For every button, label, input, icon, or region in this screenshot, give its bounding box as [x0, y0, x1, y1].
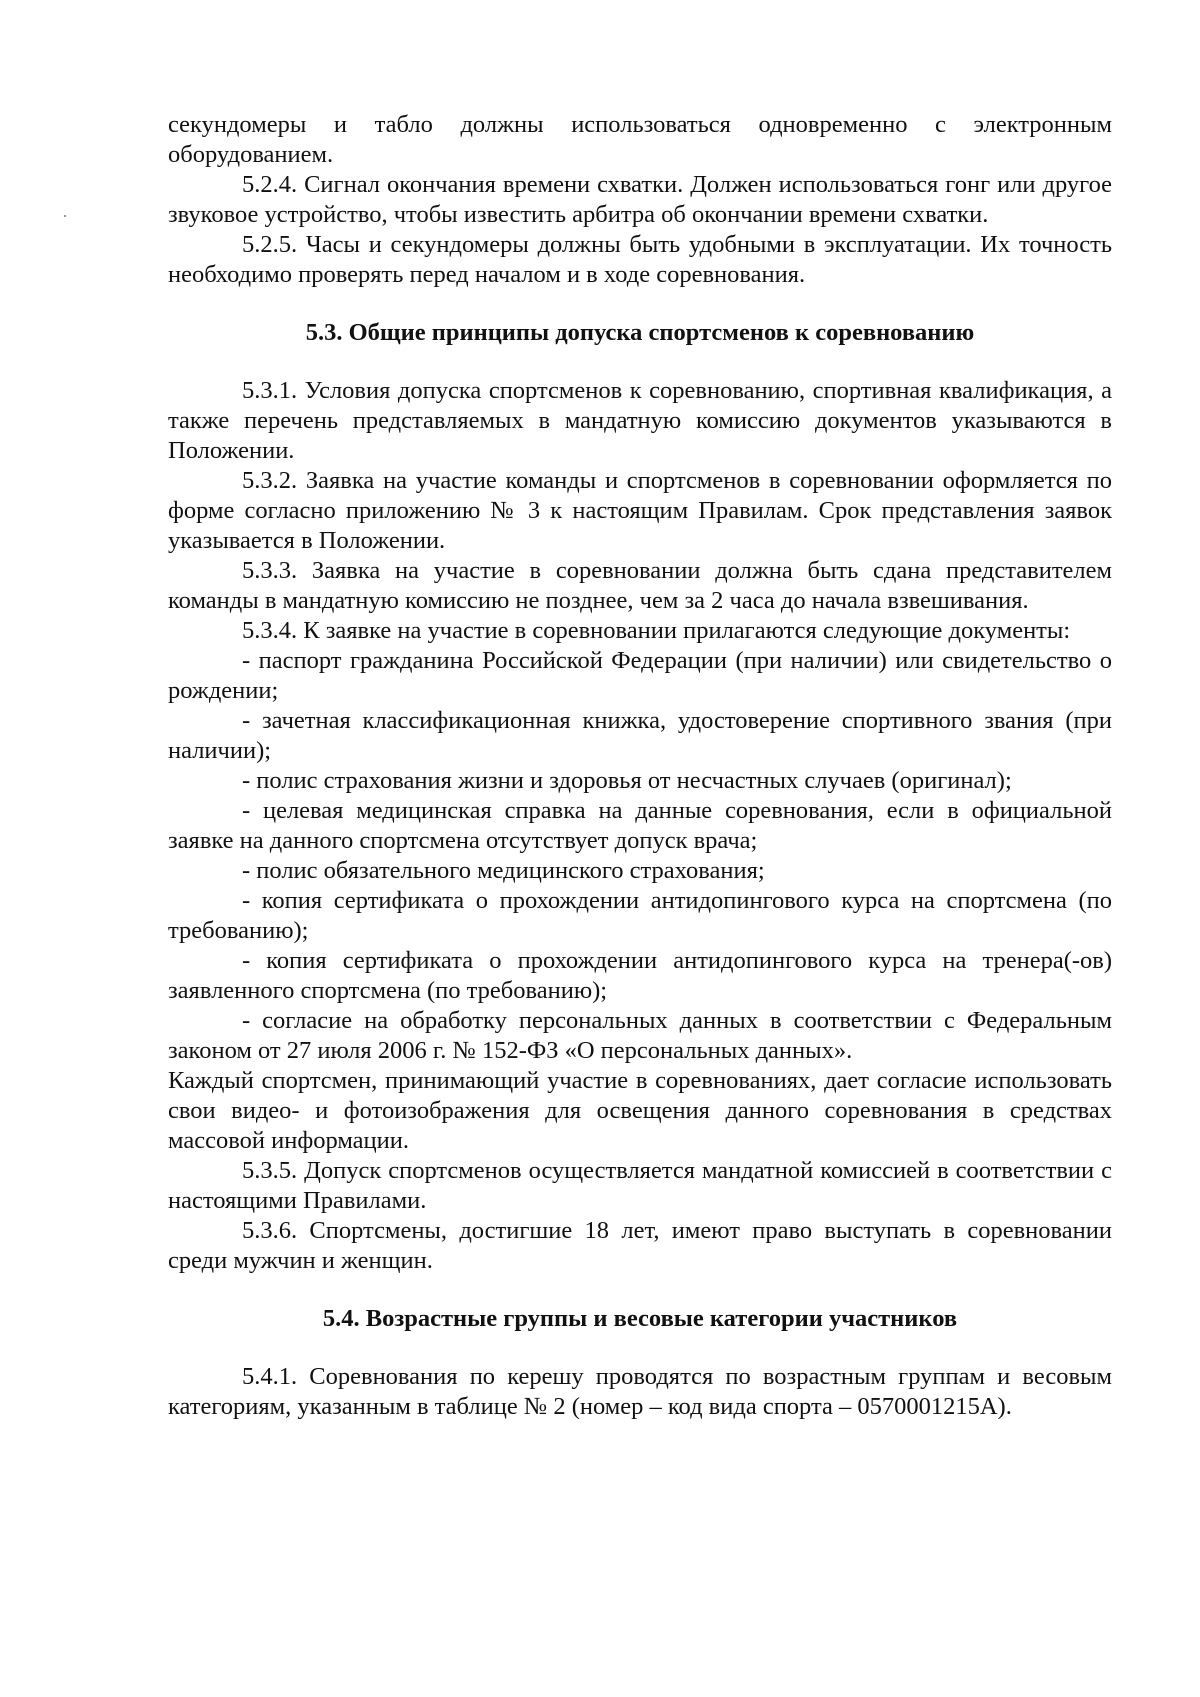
section-heading-5-4: 5.4. Возрастные группы и весовые категории участников [322, 1305, 958, 1332]
paragraph-5-3-4: 5.3.4. К заявке на участие в соревновании прилагаются следующие документы: [242, 617, 1071, 644]
list-item-oms-policy: - полис обязательного медицинского страхования; [242, 857, 765, 884]
list-item-antidoping-athlete: - копия сертификата о прохождении антидопингового курса на спортсмена (по требованию); [168, 887, 1112, 944]
paragraph-5-3-1: 5.3.1. Условия допуска спортсменов к соревнованию, спортивная квалификация, а также перечень представляемых в мандатную комиссию документов указываются в Положении. [168, 377, 1112, 464]
paragraph-5-2-5: 5.2.5. Часы и секундомеры должны быть удобными в эксплуатации. Их точность необходимо проверять перед началом и в ходе соревнования. [168, 231, 1112, 288]
list-item-record-book: - зачетная классификационная книжка, удостоверение спортивного звания (при наличии); [168, 707, 1112, 764]
list-item-medical-certificate: - целевая медицинская справка на данные соревнования, если в официальной заявке на данного спортсмена отсутствует допуск врача; [168, 797, 1112, 854]
paragraph-5-2-4: 5.2.4. Сигнал окончания времени схватки. Должен использоваться гонг или другое звуковое устройство, чтобы известить арбитра об окончании времени схватки. [168, 171, 1112, 228]
paragraph-5-3-6: 5.3.6. Спортсмены, достигшие 18 лет, имеют право выступать в соревновании среди мужчин и женщин. [168, 1217, 1112, 1274]
list-item-antidoping-coach: - копия сертификата о прохождении антидопингового курса на тренера(-ов) заявленного спортсмена (по требованию); [168, 947, 1112, 1004]
paragraph-media-consent: Каждый спортсмен, принимающий участие в соревнованиях, дает согласие использовать свои видео- и фотоизображения для освещения данного соревнования в средствах массовой информации. [168, 1067, 1112, 1154]
list-item-passport: - паспорт гражданина Российской Федерации (при наличии) или свидетельство о рождении; [168, 647, 1112, 704]
paragraph-5-3-2: 5.3.2. Заявка на участие команды и спортсменов в соревновании оформляется по форме согласно приложению № 3 к настоящим Правилам. Срок представления заявок указывается в Положении. [168, 467, 1112, 554]
paragraph-5-4-1: 5.4.1. Соревнования по керешу проводятся по возрастным группам и весовым категориям, указанным в таблице № 2 (номер – код вида спорта – 0570001215А). [168, 1363, 1112, 1420]
paragraph-5-3-5: 5.3.5. Допуск спортсменов осуществляется мандатной комиссией в соответствии с настоящими Правилами. [168, 1157, 1112, 1214]
section-heading-5-3: 5.3. Общие принципы допуска спортсменов к соревнованию [305, 319, 975, 346]
paragraph-continuation: секундомеры и табло должны использоваться одновременно с электронным оборудованием. [168, 111, 1112, 168]
list-item-insurance: - полис страхования жизни и здоровья от несчастных случаев (оригинал); [242, 767, 1012, 794]
paragraph-5-3-3: 5.3.3. Заявка на участие в соревновании должна быть сдана представителем команды в мандатную комиссию не позднее, чем за 2 часа до начала взвешивания. [168, 557, 1112, 614]
scan-artifact [64, 215, 66, 217]
list-item-personal-data-consent: - согласие на обработку персональных данных в соответствии с Федеральным законом от 27 июля 2006 г. № 152-ФЗ «О персональных данных». [168, 1007, 1112, 1064]
document-body [168, 110, 1112, 1422]
